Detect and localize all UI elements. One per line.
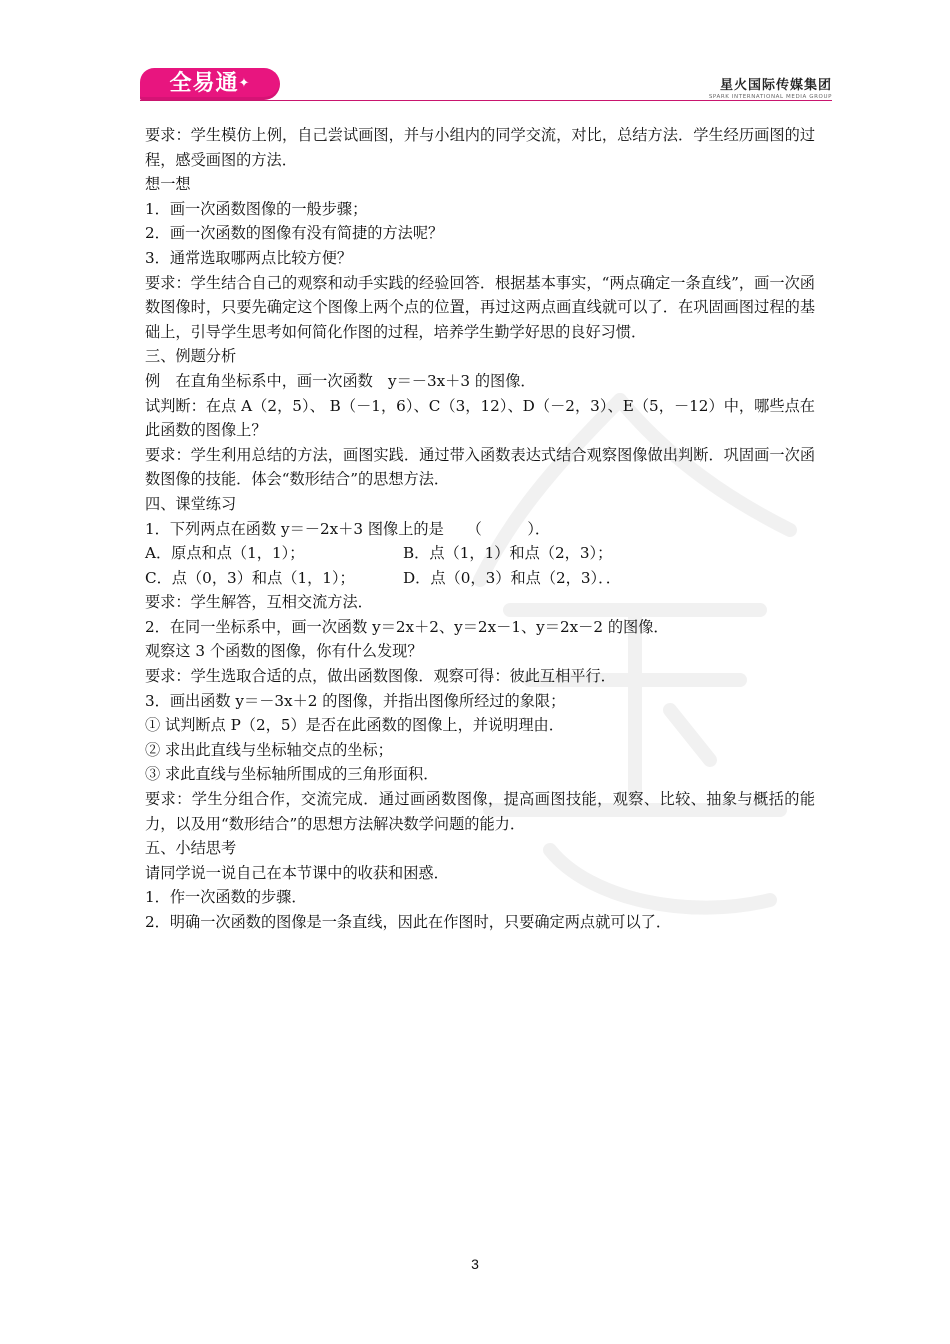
exercise-item: 3．画出函数 y＝－3x＋2 的图像，并指出图像所经过的象限； [145,691,566,710]
page-header [140,68,832,102]
question-item: 2．画一次函数的图像有没有简捷的方法呢？ [145,224,444,243]
sparkle-icon: ✦ [238,76,251,91]
publisher-brand [709,74,832,100]
paragraph: 要求：学生模仿上例，自己尝试画图，并与小组内的同学交流，对比，总结方法．学生经历画图的过程，感受画图的方法． [145,126,815,169]
logo-text: 全易通 [169,71,239,96]
header-divider [140,100,832,101]
exercise-item: 2．在同一坐标系中，画一次函数 y＝2x＋2、y＝2x－1、y＝2x－2 的图像． [145,617,669,636]
option-d: D．点（0，3）和点（2，3）．． [403,568,621,587]
paragraph: 要求：学生分组合作，交流完成．通过画函数图像，提高画图技能，观察、比较、抽象与概括的能力，以及用“数形结合”的思想方法解决数学问题的能力． [145,790,815,833]
sub-question: ③ 求此直线与坐标轴所围成的三角形面积． [145,765,439,784]
paragraph: 要求：学生利用总结的方法，画图实践．通过带入函数表达式结合观察图像做出判断．巩固画一次函数图像的技能．体会“数形结合”的思想方法． [145,445,815,489]
paragraph: 观察这 3 个函数的图像，你有什么发现？ [145,642,423,661]
document-body [145,123,815,935]
paragraph: 要求：学生选取合适的点，做出函数图像．观察可得：彼此互相平行． [145,667,616,686]
section-heading: 三、例题分析 [145,347,237,366]
options-row [145,566,815,591]
option-c: C．点（0，3）和点（1，1）； [145,568,355,587]
question-item: 3．通常选取哪两点比较方便？ [145,248,353,267]
paragraph: 试判断：在点 A（2，5）、 B（－1，6）、C（3，12）、D（－2，3）、E（5，－12）中，哪些点在此函数的图像上？ [145,396,815,440]
exercise-item: 1．下列两点在函数 y＝－2x＋3 图像上的是 （ ）． [145,519,551,538]
section-heading: 五、小结思考 [145,839,237,858]
paragraph: 要求：学生解答，互相交流方法． [145,593,373,612]
paragraph: 请同学说一说自己在本节课中的收获和困惑． [145,863,449,882]
example-statement: 例 在直角坐标系中，画一次函数 y＝－3x＋3 的图像． [145,371,536,390]
page-number: 3 [471,1256,479,1272]
summary-item: 2．明确一次函数的图像是一条直线，因此在作图时，只要确定两点就可以了． [145,913,672,931]
option-b: B．点（1，1）和点（2，3）； [403,544,613,563]
subheading: 想一想 [145,175,191,194]
publisher-name: 星火国际传媒集团 [719,78,832,93]
publisher-name-en: SPARK INTERNATIONAL MEDIA GROUP [708,94,832,100]
section-heading: 四、课堂练习 [145,494,237,513]
brand-logo [140,68,280,100]
summary-item: 1．作一次函数的步骤． [145,888,307,907]
option-a: A．原点和点（1，1）； [145,544,305,563]
sub-question: ① 试判断点 P（2，5）是否在此函数的图像上，并说明理由． [145,716,564,735]
paragraph: 要求：学生结合自己的观察和动手实践的经验回答．根据基本事实，“两点确定一条直线”，画一次函数图像时，只要先确定这个图像上两个点的位置，再过这两点画直线就可以了．在巩固画图过程的基础上，引导学生思考如何简化作图的过程，培养学生勤学好思的良好习惯． [145,273,815,341]
sub-question: ② 求出此直线与坐标轴交点的坐标； [145,740,393,759]
options-row [145,541,815,566]
question-item: 1．画一次函数图像的一般步骤； [145,199,368,218]
